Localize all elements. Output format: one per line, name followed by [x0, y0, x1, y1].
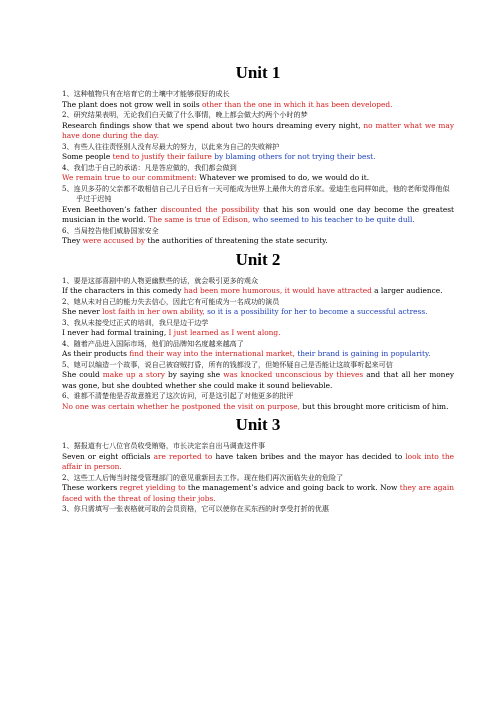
highlighted-phrase: The same is true of Edison,	[147, 215, 251, 224]
highlighted-phrase: other than the one in which it has been developed.	[201, 99, 393, 109]
translation-text: a larger audience.	[371, 286, 443, 295]
translation-text: and that all her money was gone, but she doubted whether she could make it sound believable.	[62, 370, 454, 390]
chinese-sentence: 1、要是这部喜剧中的人物更幽默些的话，就会吸引更多的观众	[62, 275, 259, 285]
translation-text: If the characters in this comedy	[62, 286, 184, 295]
translation-text: She never	[62, 307, 103, 316]
highlighted-phrase: look into the affair in person.	[62, 451, 454, 471]
english-translation	[62, 307, 454, 318]
highlighted-phrase: I just learned as I went along.	[168, 328, 281, 337]
highlighted-phrase: No one was certain whether he postponed the visit on purpose,	[62, 401, 300, 411]
highlighted-phrase: We remain true to our commitment:	[62, 173, 197, 182]
highlighted-phrase: find their way into the international market,	[129, 349, 295, 358]
highlighted-phrase: was knocked unconscious by thieves	[223, 370, 364, 379]
translation-text: Whatever we promised to do, we would do it.	[196, 173, 370, 182]
highlighted-phrase: lost faith in her own ability,	[102, 307, 205, 316]
unit-section	[62, 414, 454, 515]
translation-text: I never had formal training,	[62, 328, 169, 337]
translation-text: the authorities of threatening the state security.	[145, 236, 328, 245]
highlighted-phrase: by blaming others for not trying their best.	[211, 152, 376, 161]
translation-text: Research findings show that we spend about two hours dreaming every night,	[62, 120, 364, 130]
translation-text: She could	[62, 370, 103, 379]
english-translation	[62, 402, 454, 413]
highlighted-phrase: were accused by	[82, 236, 146, 245]
chinese-sentence: 1、这种植物只有在培育它的土壤中才能够很好的成长	[62, 89, 230, 98]
unit-section	[62, 249, 454, 413]
chinese-sentence: 5、她可以编造一个故事，说自己被窃贼打昏，所有的钱都没了，但她怀疑自己是否能让这故事听起来可信	[62, 359, 393, 369]
translation-text: but this brought more criticism of him.	[299, 401, 449, 411]
translation-text: Even Beethoven’s father	[62, 204, 161, 214]
translation-text: by saying she	[164, 370, 224, 379]
english-translation	[62, 121, 454, 142]
chinese-sentence: 4、我们忠于自己的承诺：凡是答应做的，我们都会做到	[62, 162, 237, 172]
translation-text: These workers	[62, 483, 120, 492]
highlighted-phrase: no matter what we may have done during the day.	[62, 120, 454, 140]
highlighted-phrase: had been more humorous,	[183, 286, 283, 295]
chinese-sentence: 6、谁都不清楚他是否故意推迟了这次访问，可是这引起了对他更多的批评	[62, 391, 294, 400]
highlighted-phrase: regret yielding to	[119, 483, 186, 492]
chinese-sentence: 1、据报道有七八位官员收受贿赂，市长决定亲自出马调查这件事	[62, 441, 266, 450]
chinese-sentence: 3、我从未接受过正式的培训，我只是边干边学	[62, 317, 209, 327]
highlighted-phrase: their brand is gaining in popularity.	[297, 349, 431, 358]
translation-text: the management’s advice and going back to work. Now	[185, 483, 400, 492]
chinese-sentence: 3、有些人往往责怪别人没有尽最大的努力，以此来为自己的失败辩护	[62, 141, 280, 151]
chinese-sentence: 3、你只需填写一张表格就可取的会员资格，它可以使你在买东西的时享受打折的优惠	[62, 504, 329, 513]
english-translation	[62, 173, 454, 184]
chinese-sentence: 2、这些工人后悔当时接受管理部门的意见重新回去工作。现在他们再次面临失业的危险了	[62, 472, 344, 482]
unit-title: Unit 3	[235, 415, 281, 434]
highlighted-phrase: who seemed to his teacher to be quite dull.	[250, 215, 415, 224]
highlighted-phrase: are reported to	[153, 451, 213, 461]
chinese-sentence: 2、她从未对自己的能力失去信心，因此它有可能成为一名成功的演员	[62, 296, 280, 306]
highlighted-phrase: discounted the possibility	[160, 204, 260, 214]
chinese-sentence: 5、连贝多芬的父亲都不敢相信自己儿子日后有一天可能成为世界上最伟大的音乐家。爱迪生也同样如此，他的老师觉得他似乎过于迟钝	[62, 183, 450, 203]
english-translation	[62, 205, 454, 226]
english-translation	[62, 286, 454, 297]
translation-text: They	[62, 236, 83, 245]
highlighted-phrase: so it is a possibility for her to become a successful actress.	[204, 307, 428, 316]
highlighted-phrase: make up a story	[102, 370, 165, 379]
translation-text: that his son would one day become the greatest musician in the world.	[62, 204, 454, 224]
translation-text: The plant does not grow well in soils	[62, 99, 202, 109]
translation-text: Seven or eight officials	[62, 451, 154, 461]
highlighted-phrase: tend to justify their failure	[112, 152, 212, 161]
unit-title: Unit 1	[235, 63, 281, 82]
english-translation	[62, 452, 454, 473]
english-translation	[62, 349, 454, 360]
english-translation	[62, 100, 454, 111]
highlighted-phrase: it would have attracted	[284, 286, 372, 295]
unit-section	[62, 62, 454, 247]
highlighted-phrase: they are again faced with the threat of losing their jobs.	[62, 483, 454, 503]
translation-text: Some people	[62, 152, 113, 161]
unit-title: Unit 2	[235, 249, 281, 269]
english-translation	[62, 370, 454, 391]
english-translation	[62, 328, 454, 339]
chinese-sentence: 2、研究结果表明，无论我们白天做了什么事情，晚上都会做大约两个小时的梦	[62, 110, 308, 119]
english-translation	[62, 152, 454, 163]
english-translation	[62, 483, 454, 504]
translation-text: have taken bribes and the mayor has decided to	[212, 451, 406, 461]
chinese-sentence: 6、当局控告他们威胁国家安全	[62, 225, 159, 235]
chinese-sentence: 4、随着产品进入国际市场，他们的品牌知名度越来越高了	[62, 338, 244, 348]
translation-text: As their products	[62, 349, 130, 358]
english-translation	[62, 236, 454, 247]
